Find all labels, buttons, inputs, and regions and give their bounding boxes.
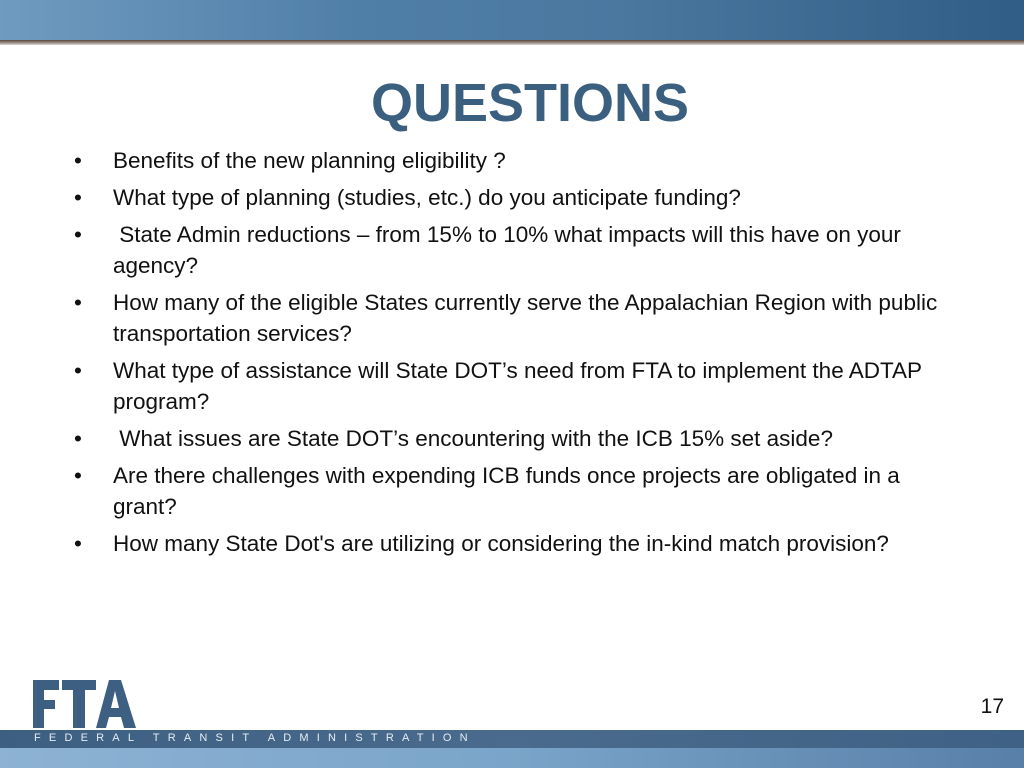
list-item-text: What type of planning (studies, etc.) do you anticipate funding? <box>113 185 741 210</box>
bullet-icon: • <box>74 531 82 556</box>
bullet-icon: • <box>74 290 82 315</box>
bullet-icon: • <box>74 358 82 383</box>
list-item-text: How many of the eligible States currently serve the Appalachian Region with public transportation services? <box>113 290 938 346</box>
list-item <box>74 528 964 559</box>
list-item-text: What issues are State DOT’s encountering with the ICB 15% set aside? <box>113 426 833 451</box>
list-item-text: Benefits of the new planning eligibility ? <box>113 148 506 173</box>
top-banner <box>0 0 1024 40</box>
list-item <box>74 460 964 522</box>
list-item <box>74 145 964 176</box>
list-item-text: State Admin reductions – from 15% to 10% what impacts will this have on your agency? <box>113 222 908 278</box>
bullet-icon: • <box>74 148 82 173</box>
list-item <box>74 182 964 213</box>
bullet-icon: • <box>74 463 82 488</box>
list-item-text: What type of assistance will State DOT’s need from FTA to implement the ADTAP program? <box>113 358 922 414</box>
footer-band <box>0 730 1024 748</box>
page-number: 17 <box>980 695 1004 718</box>
list-item-text: Are there challenges with expending ICB funds once projects are obligated in a grant? <box>113 463 900 519</box>
list-item <box>74 219 964 281</box>
footer-text: FEDERAL TRANSIT ADMINISTRATION <box>34 732 476 744</box>
footer-gradient <box>0 748 1024 768</box>
list-item <box>74 287 964 349</box>
fta-logo-mark <box>33 680 136 728</box>
list-item <box>74 355 964 417</box>
bullet-icon: • <box>74 426 82 451</box>
fta-logo <box>33 676 138 732</box>
top-banner-divider <box>0 40 1024 45</box>
bullet-icon: • <box>74 222 82 247</box>
slide-title: QUESTIONS <box>370 73 690 133</box>
question-list <box>74 145 964 565</box>
list-item-text: How many State Dot's are utilizing or considering the in-kind match provision? <box>113 531 889 556</box>
bullet-icon: • <box>74 185 82 210</box>
list-item <box>74 423 964 454</box>
